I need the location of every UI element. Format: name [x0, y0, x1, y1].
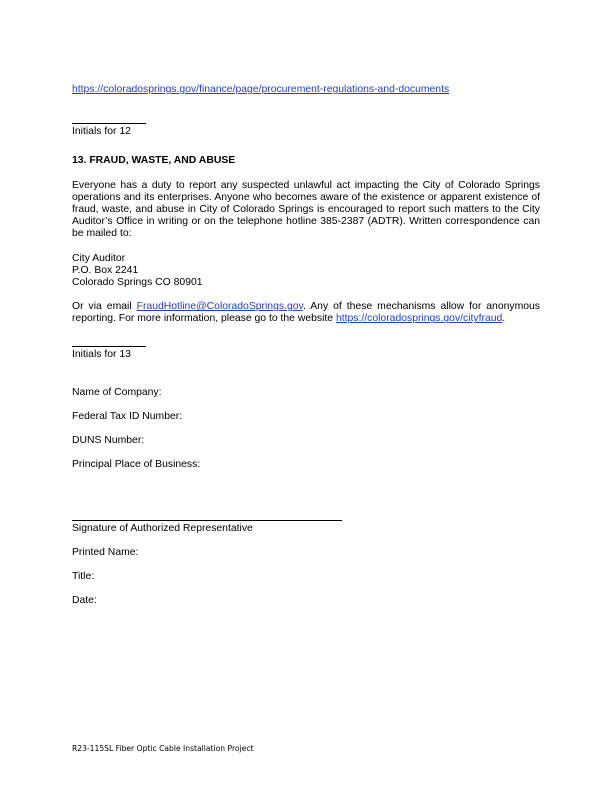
initials-12-blank[interactable] [72, 113, 146, 124]
mailing-address [72, 253, 540, 290]
city-fraud-website-link[interactable]: https://coloradosprings.gov/cityfraud [335, 313, 503, 325]
page-footer: R23-115SL Fiber Optic Cable Installation Project [72, 744, 254, 753]
page-content [72, 84, 540, 607]
email-prefix: Or via email [72, 301, 137, 313]
section-13-heading: 13. FRAUD, WASTE, AND ABUSE [72, 155, 236, 167]
email-suffix: . Any of these mechanisms allow for anonymous reporting. For more information, please go to the website [72, 301, 540, 325]
initials-13-blank[interactable] [72, 336, 146, 347]
website-suffix: . [502, 313, 506, 325]
initials-12-label: Initials for 12 [72, 126, 131, 138]
signature-label: Signature of Authorized Representative [72, 522, 253, 534]
duns-number-field[interactable]: DUNS Number: [72, 435, 145, 447]
federal-tax-id-field[interactable]: Federal Tax ID Number: [72, 411, 183, 423]
address-line: P.O. Box 2241 [72, 264, 139, 276]
address-line: Colorado Springs CO 80901 [72, 277, 203, 289]
reporting-paragraph [72, 301, 540, 325]
date-field[interactable]: Date: [72, 595, 97, 607]
signature-line[interactable] [72, 510, 342, 521]
printed-name-field[interactable]: Printed Name: [72, 546, 139, 558]
section-13-paragraph: Everyone has a duty to report any suspected unlawful act impacting the City of Colorado Springs operations and its enterprises. Anyone who becomes aware of the existence or apparent existence of fraud, waste, and abuse in City of Colorado Springs is encouraged to report such matters to the City Auditor’s Office in writing or on the telephone hotline 385-2387 (ADTR). Written correspondence can be mailed to: [72, 179, 540, 240]
address-line: City Auditor [72, 252, 126, 264]
procurement-regulations-link[interactable]: https://coloradosprings.gov/finance/page/procurement-regulations-and-documents [72, 84, 450, 95]
title-field[interactable]: Title: [72, 571, 95, 583]
initials-13-label: Initials for 13 [72, 348, 131, 360]
fraud-hotline-email-link[interactable]: FraudHotline@ColoradoSprings.gov [136, 301, 303, 313]
principal-place-field[interactable]: Principal Place of Business: [72, 459, 201, 471]
company-name-field[interactable]: Name of Company: [72, 386, 162, 398]
